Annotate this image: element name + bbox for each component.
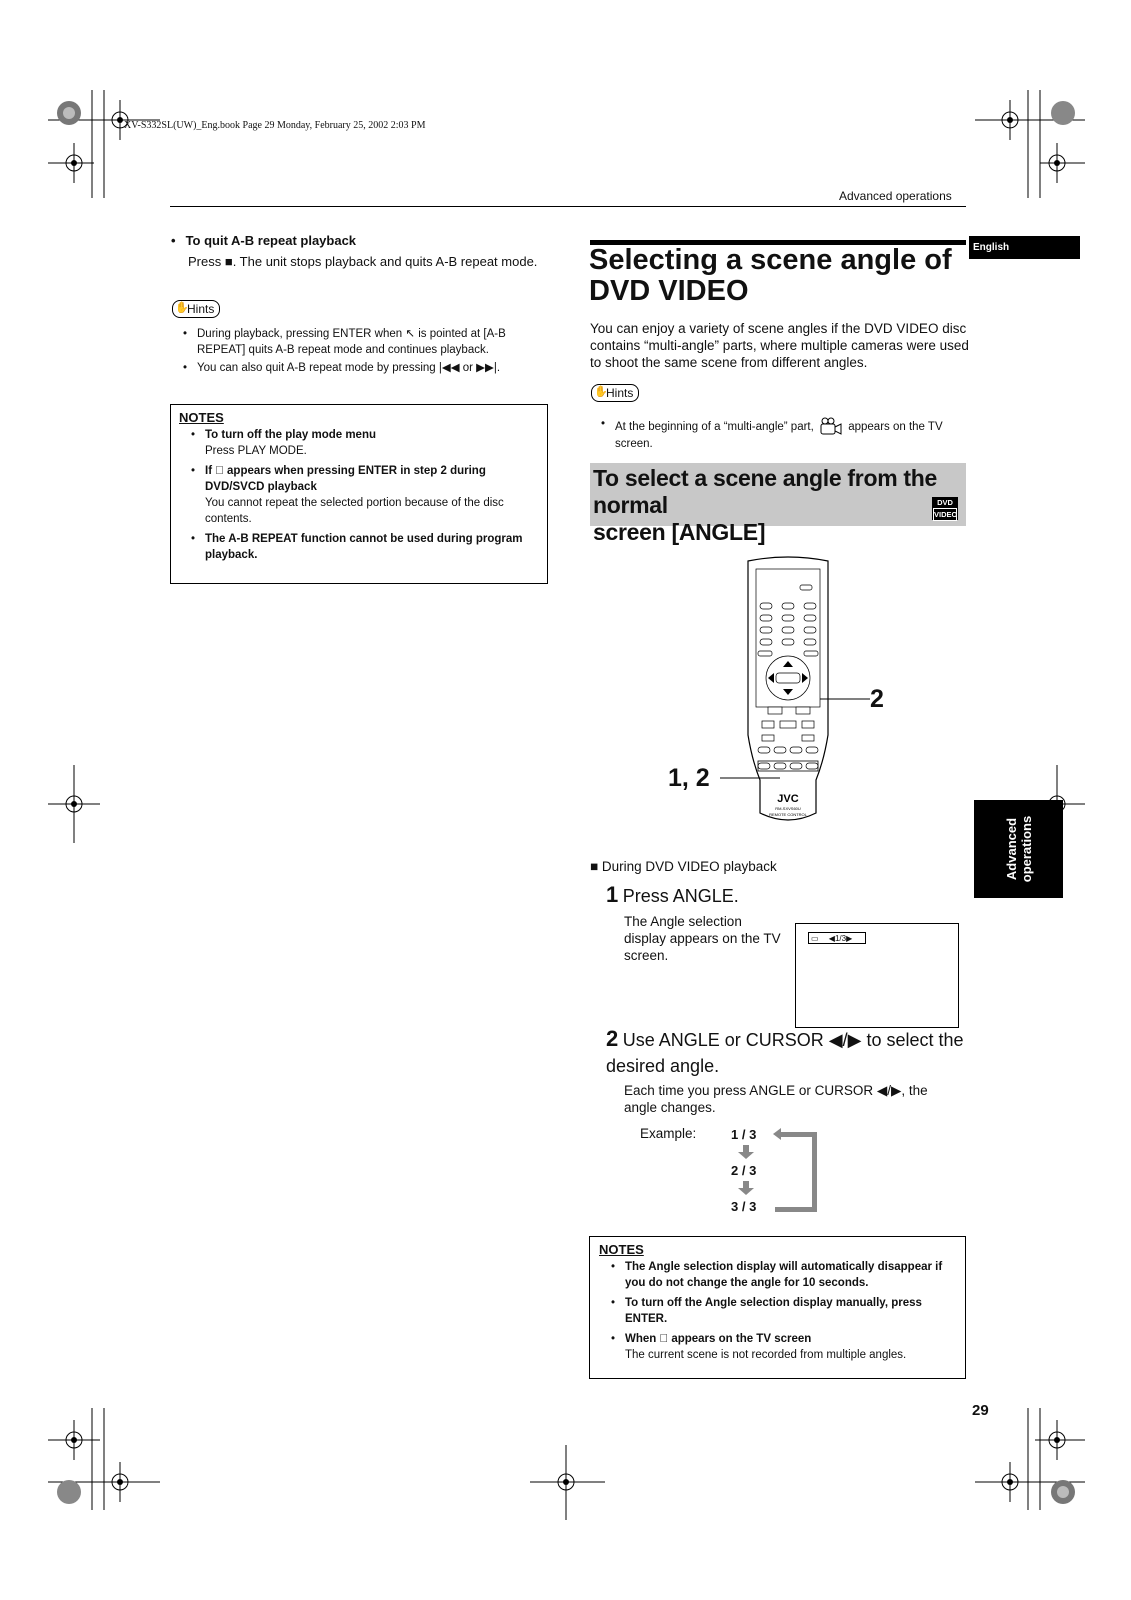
note-title: • The A-B REPEAT function cannot be used during program playback. xyxy=(191,531,539,563)
right-notes-box xyxy=(589,1236,966,1379)
right-hints-list xyxy=(601,416,971,454)
tv-screen-display xyxy=(795,923,959,1028)
step-instruction: Press ANGLE. xyxy=(622,886,739,906)
page-title xyxy=(589,245,969,307)
note-title: • When ⃠ appears on the TV screen xyxy=(611,1331,956,1347)
subhead-line-2: screen [ANGLE] xyxy=(593,519,766,545)
header-rule xyxy=(170,206,966,207)
note-title: • To turn off the Angle selection display manually, press ENTER. xyxy=(611,1295,956,1327)
hint-item: • At the beginning of a “multi-angle” part, appears on the TV screen. xyxy=(601,416,971,452)
step-instruction: Use ANGLE or CURSOR ◀/▶ to select the desired angle. xyxy=(606,1030,964,1076)
intro-paragraph: You can enjoy a variety of scene angles if the DVD VIDEO disc contains “multi-angle” parts, where multiple cameras were used to shoot the same scene from different angles. xyxy=(590,321,969,370)
language-tab: English xyxy=(969,236,1080,259)
example-value: 1 / 3 xyxy=(731,1127,757,1142)
angle-cycle-diagram xyxy=(735,1125,825,1215)
step-2 xyxy=(606,1027,966,1080)
note-body: Press PLAY MODE. xyxy=(205,445,307,457)
badge-top: DVD xyxy=(937,498,953,507)
during-playback-label: ■ During DVD VIDEO playback xyxy=(590,859,777,874)
callout-lines xyxy=(720,690,870,790)
dvd-video-badge xyxy=(932,497,958,520)
example-value: 2 / 3 xyxy=(731,1163,757,1178)
note-body: The current scene is not recorded from multiple angles. xyxy=(625,1349,907,1361)
badge-bottom: VIDEO xyxy=(934,510,958,519)
subhead-line-1: To select a scene angle from the normal xyxy=(593,465,938,518)
hand-icon: ✋ xyxy=(594,386,608,398)
camera-icon xyxy=(819,416,843,436)
step-1-body: The Angle selection display appears on the TV screen. xyxy=(624,914,781,963)
hints-label xyxy=(172,300,220,318)
remote-brand: JVC xyxy=(777,793,799,805)
quit-ab-repeat-title: • To quit A-B repeat playback xyxy=(171,233,356,248)
side-tab-line2: operations xyxy=(1018,815,1034,883)
step-number: 2 xyxy=(606,1026,619,1051)
camera-icon: ▭ xyxy=(811,934,819,943)
file-info-header: XV-S332SL(UW)_Eng.book Page 29 Monday, February 25, 2002 2:03 PM xyxy=(124,120,426,131)
angle-osd xyxy=(808,932,866,944)
note-title: • The Angle selection display will automatically disappear if you do not change the angle for 10 seconds. xyxy=(611,1259,956,1291)
remote-caption: REMOTE CONTROL xyxy=(769,812,807,817)
section-header: Advanced operations xyxy=(839,189,952,203)
step-number: 1 xyxy=(606,882,619,907)
callout-steps-1-2: 1, 2 xyxy=(668,764,710,792)
example-value: 3 / 3 xyxy=(731,1199,757,1214)
section-side-tab xyxy=(974,800,1063,898)
subsection-heading xyxy=(590,463,966,545)
note-title: • To turn off the play mode menu xyxy=(191,427,539,443)
side-tab-line1: Advanced xyxy=(1003,817,1019,881)
hint-item: • During playback, pressing ENTER when ↖ is pointed at [A-B REPEAT] quits A-B repeat mode and continues playback. xyxy=(183,326,548,358)
left-hints-list xyxy=(183,326,548,378)
callout-step-2: 2 xyxy=(870,685,884,713)
hint-item: • You can also quit A-B repeat mode by pressing |◀◀ or ▶▶|. xyxy=(183,360,548,376)
quit-ab-repeat-body: Press ■. The unit stops playback and quits A-B repeat mode. xyxy=(188,254,538,269)
left-notes-box xyxy=(170,404,548,584)
step-2-body: Each time you press ANGLE or CURSOR ◀/▶, the angle changes. xyxy=(624,1083,928,1115)
notes-title: NOTES xyxy=(599,1242,644,1257)
title-line-1: Selecting a scene angle of xyxy=(589,244,952,276)
hints-label xyxy=(591,384,639,402)
note-body: You cannot repeat the selected portion because of the disc contents. xyxy=(205,497,504,525)
hints-label-text: Hints xyxy=(606,386,634,400)
title-line-2: DVD VIDEO xyxy=(589,275,749,307)
osd-angle-value: ◀1/3▶ xyxy=(828,934,853,943)
example-label: Example: xyxy=(640,1126,697,1141)
hints-label-text: Hints xyxy=(187,302,215,316)
note-title: • If ⃠ appears when pressing ENTER in step 2 during DVD/SVCD playback xyxy=(191,463,539,495)
notes-title: NOTES xyxy=(179,410,224,425)
page-number: 29 xyxy=(972,1402,989,1419)
remote-model: RM-SXVS60U xyxy=(775,806,801,811)
hand-icon: ✋ xyxy=(175,302,189,314)
step-1 xyxy=(606,882,739,908)
